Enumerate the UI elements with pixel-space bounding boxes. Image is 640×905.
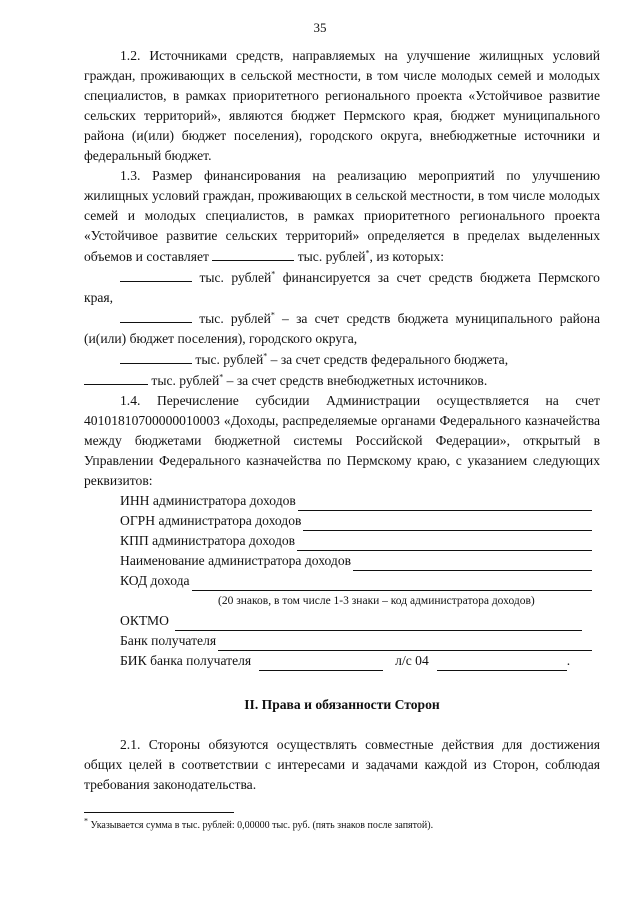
requisite-blank (298, 496, 592, 511)
requisite-bik (120, 651, 600, 671)
funding-item-krai (84, 267, 600, 308)
requisite-label: ИНН администратора доходов (120, 493, 296, 508)
requisites-block (84, 491, 600, 591)
amount-blank-federal (120, 349, 192, 364)
requisite-blank (192, 576, 592, 591)
paragraph-1-3 (84, 166, 600, 267)
end-dot: . (566, 653, 571, 668)
footnote-mark: * (271, 269, 276, 279)
requisite-blank (218, 636, 592, 651)
account-label: л/с 04 (395, 653, 429, 668)
requisite-label: КОД дохода (120, 573, 190, 588)
funding-item-text: – за счет средств внебюджетных источников. (223, 373, 488, 388)
requisite-oktmo (120, 611, 600, 631)
amount-blank-extrabudget (84, 370, 148, 385)
requisite-blank (297, 536, 592, 551)
page-number: 35 (313, 20, 327, 35)
footnote-mark: * (270, 310, 275, 320)
footnote-mark: * (219, 372, 224, 382)
requisite-ogrn (120, 511, 600, 531)
funding-item-federal (84, 349, 600, 370)
thousand-rubles-label: тыс. рублей (199, 311, 271, 326)
requisite-label: БИК банка получателя (120, 653, 252, 668)
funding-item-text: – за счет средств федерального бюджета, (267, 352, 509, 367)
section-2-heading: II. Права и обязанности Сторон (244, 697, 440, 712)
paragraph-1-2: 1.2. Источниками средств, направляемых на улучшение жилищных условий граждан, проживающих в сельской местности, в том числе молодых семей и молодых специалистов, в рамках приоритетного регионального проекта «Устойчивое развитие сельских территорий», являются бюджет Пермского края, бюджет муниципального района (и(или) бюджет поселения), городского округа, внебюджетные источники и федеральный бюджет. (84, 48, 600, 163)
funding-item-text: финансируется за счет средств бюджета Пермского края, (84, 270, 600, 305)
footnote-area (84, 812, 600, 833)
requisite-label: ОКТМО (120, 613, 169, 628)
footnote (84, 816, 600, 833)
requisites-block-2 (84, 611, 600, 671)
funding-item-municipal (84, 308, 600, 349)
requisite-label: КПП администратора доходов (120, 533, 296, 548)
amount-blank-total (212, 246, 294, 261)
account-blank (437, 656, 567, 671)
requisite-inn (120, 491, 600, 511)
thousand-rubles-label: тыс. рублей (195, 352, 264, 367)
requisite-income-code (120, 571, 600, 591)
requisite-admin-name (120, 551, 600, 571)
thousand-rubles-label: тыс. рублей (151, 373, 220, 388)
funding-item-extrabudget (84, 370, 600, 391)
paragraph-2-1: 2.1. Стороны обязуются осуществлять совместные действия для достижения общих целей в соответствии с интересами и задачами каждой из Сторон, соблюдая требования законодательства. (84, 737, 600, 792)
footnote-mark: * (263, 351, 268, 361)
thousand-rubles-label: тыс. рублей (297, 249, 366, 264)
paragraph-1-4: 1.4. Перечисление субсидии Администрации осуществляется на счет 40101810700000010003 «Доходы, распределяемые органами Федерального казначейства между бюджетами бюджетной системы Российской Федерации», открытый в Управлении Федерального казначейства по Пермскому краю, с указанием следующих реквизитов: (84, 393, 600, 488)
footnote-mark: * (365, 248, 370, 258)
of-which-label: , из которых: (369, 249, 444, 264)
paragraph-1-3-text: 1.3. Размер финансирования на реализацию мероприятий по улучшению жилищных условий граждан, проживающих в сельской местности, в том числе молодых семей и молодых специалистов, в рамках приоритетного регионального проекта «Устойчивое развитие сельских территорий» определяется в пределах выделенных объемов и составляет (84, 168, 600, 264)
requisite-blank (259, 656, 383, 671)
income-code-hint: (20 знаков, в том числе 1-3 знаки – код администратора доходов) (218, 595, 535, 607)
amount-blank-municipal (120, 308, 192, 323)
requisite-kpp (120, 531, 600, 551)
requisite-bank (120, 631, 600, 651)
footnote-mark: * (84, 816, 88, 826)
funding-item-text: – за счет средств бюджета муниципального района (и(или) бюджет поселения), городского округа, (84, 311, 600, 346)
requisite-blank (175, 616, 582, 631)
requisite-label: ОГРН администратора доходов (120, 513, 302, 528)
document-body (84, 46, 600, 795)
requisite-blank (353, 556, 592, 571)
thousand-rubles-label: тыс. рублей (199, 270, 272, 285)
requisite-blank (303, 516, 592, 531)
requisite-label: Банк получателя (120, 633, 217, 648)
requisite-label: Наименование администратора доходов (120, 553, 352, 568)
amount-blank-krai (120, 267, 192, 282)
footnote-text: Указывается сумма в тыс. рублей: 0,00000 тыс. руб. (пять знаков после запятой). (88, 820, 434, 831)
footnote-divider (84, 812, 234, 813)
